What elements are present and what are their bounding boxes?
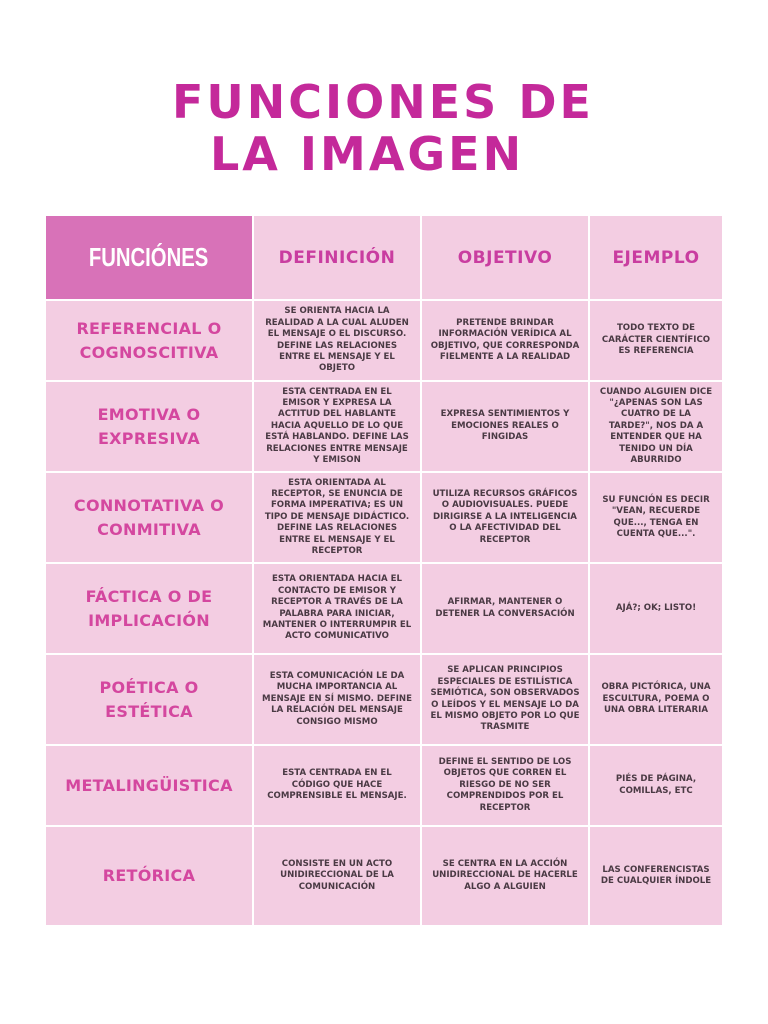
definition-text: ESTA ORIENTADA AL RECEPTOR, SE ENUNCIA DE FORMA IMPERATIVA; ES UN TIPO DE MENSAJE DIDÁCTICO. DEFINE LAS RELACIONES ENTRE EL MENSAJE Y EL RECEPTOR	[264, 477, 410, 557]
objective-text: UTILIZA RECURSOS GRÁFICOS O AUDIOVISUALES. PUEDE DIRIGIRSE A LA INTELIGENCIA O LA AFECTIVIDAD DEL RECEPTOR	[432, 488, 578, 545]
example-text: TODO TEXTO DE CARÁCTER CIENTÍFICO ES REFERENCIA	[601, 323, 711, 357]
function-name-cell	[46, 564, 252, 653]
functions-table	[46, 216, 722, 923]
definition-text: SE ORIENTA HACIA LA REALIDAD A LA CUAL ALUDEN EL MENSAJE O EL DISCURSO. DEFINE LAS RELACIONES ENTRE EL MENSAJE Y EL OBJETO	[265, 306, 409, 374]
example-cell	[590, 382, 722, 471]
function-name-cell	[46, 473, 252, 562]
objective-cell	[422, 382, 588, 471]
objective-text: DEFINE EL SENTIDO DE LOS OBJETOS QUE CORREN EL RIESGO DE NO SER COMPRENDIDOS POR EL RECEPTOR	[438, 756, 572, 813]
definition-text: ESTA COMUNICACIÓN LE DA MUCHA IMPORTANCIA AL MENSAJE EN SÍ MISMO. DEFINE LA RELACIÓN DEL MENSAJE CONSIGO MISMO	[262, 670, 412, 727]
objective-text: EXPRESA SENTIMIENTOS Y EMOCIONES REALES O FINGIDAS	[440, 409, 570, 443]
definition-cell	[254, 655, 420, 744]
objective-cell	[422, 473, 588, 562]
definition-cell	[254, 301, 420, 380]
header-label: OBJETIVO	[457, 247, 553, 268]
function-name: METALINGÜISTICA	[65, 775, 233, 795]
objective-cell	[422, 655, 588, 744]
objective-cell	[422, 564, 588, 653]
example-text: OBRA PICTÓRICA, UNA ESCULTURA, POEMA O UNA OBRA LITERARIA	[601, 682, 711, 716]
definition-text: ESTA CENTRADA EN EL EMISOR Y EXPRESA LA ACTITUD DEL HABLANTE HACIA AQUELLO DE LO QUE ESTÁ HABLANDO. DEFINE LAS RELACIONES ENTRE MENSAJE Y EMISON	[265, 386, 409, 466]
function-name: EMOTIVA O EXPRESIVA	[97, 404, 201, 448]
function-name-cell	[46, 382, 252, 471]
definition-cell	[254, 827, 420, 925]
objective-text: SE CENTRA EN LA ACCIÓN UNIDIRECCIONAL DE HACERLE ALGO A ALGUIEN	[432, 858, 578, 892]
example-text: SU FUNCIÓN ES DECIR "VEAN, RECUERDE QUE..., TENGA EN CUENTA QUE...".	[602, 494, 710, 539]
function-name-cell	[46, 655, 252, 744]
definition-cell	[254, 382, 420, 471]
example-cell	[590, 655, 722, 744]
example-cell	[590, 473, 722, 562]
example-text: LAS CONFERENCISTAS DE CUALQUIER ÍNDOLE	[600, 864, 712, 886]
example-cell	[590, 564, 722, 653]
page-title-line-1: FUNCIONES DE	[172, 75, 594, 129]
example-cell	[590, 301, 722, 380]
objective-cell	[422, 301, 588, 380]
page-title	[172, 76, 594, 180]
function-name-cell	[46, 746, 252, 825]
function-name-cell	[46, 827, 252, 925]
objective-cell	[422, 746, 588, 825]
definition-cell	[254, 473, 420, 562]
header-cell-objetivo	[422, 216, 588, 299]
definition-text: CONSISTE EN UN ACTO UNIDIRECCIONAL DE LA COMUNICACIÓN	[280, 858, 394, 892]
function-name: REFERENCIAL O COGNOSCITIVA	[76, 318, 222, 362]
function-name-cell	[46, 301, 252, 380]
function-name: FÁCTICA O DE IMPLICACIÓN	[85, 586, 213, 630]
header-label: FUNCIÓNES	[89, 242, 209, 272]
page-title-line-2: LA IMAGEN	[210, 127, 525, 181]
example-text: CUANDO ALGUIEN DICE "¿APENAS SON LAS CUATRO DE LA TARDE?", NOS DA A ENTENDER QUE HA TENIDO UN DÍA ABURRIDO	[599, 386, 713, 466]
header-label: DEFINICIÓN	[278, 247, 396, 268]
objective-cell	[422, 827, 588, 925]
definition-cell	[254, 746, 420, 825]
definition-cell	[254, 564, 420, 653]
function-name: CONNOTATIVA O CONMITIVA	[73, 495, 225, 539]
example-cell	[590, 746, 722, 825]
header-label: EJEMPLO	[612, 247, 700, 268]
header-cell-ejemplo	[590, 216, 722, 299]
objective-text: SE APLICAN PRINCIPIOS ESPECIALES DE ESTILÍSTICA SEMIÓTICA, SON OBSERVADOS O LEÍDOS Y EL MENSAJE LO DA EL MISMO OBJETO POR LO QUE TRASMITE	[430, 665, 580, 733]
function-name: RETÓRICA	[102, 866, 196, 885]
header-cell-funciones	[46, 216, 252, 299]
objective-text: PRETENDE BRINDAR INFORMACIÓN VERÍDICA AL OBJETIVO, QUE CORRESPONDA FIELMENTE A LA REALIDAD	[430, 317, 580, 362]
objective-text: AFIRMAR, MANTENER O DETENER LA CONVERSACIÓN	[435, 597, 575, 619]
function-name: POÉTICA O ESTÉTICA	[99, 677, 199, 721]
example-text: AJÁ?; OK; LISTO!	[615, 602, 697, 613]
example-cell	[590, 827, 722, 925]
definition-text: ESTA CENTRADA EN EL CÓDIGO QUE HACE COMPRENSIBLE EL MENSAJE.	[267, 768, 407, 802]
example-text: PIÉS DE PÁGINA, COMILLAS, ETC	[615, 774, 697, 796]
definition-text: ESTA ORIENTADA HACIA EL CONTACTO DE EMISOR Y RECEPTOR A TRAVÉS DE LA PALABRA PARA INICIAR, MANTENER O INTERRUMPIR EL ACTO COMUNICATIVO	[262, 574, 412, 642]
header-cell-definicion	[254, 216, 420, 299]
